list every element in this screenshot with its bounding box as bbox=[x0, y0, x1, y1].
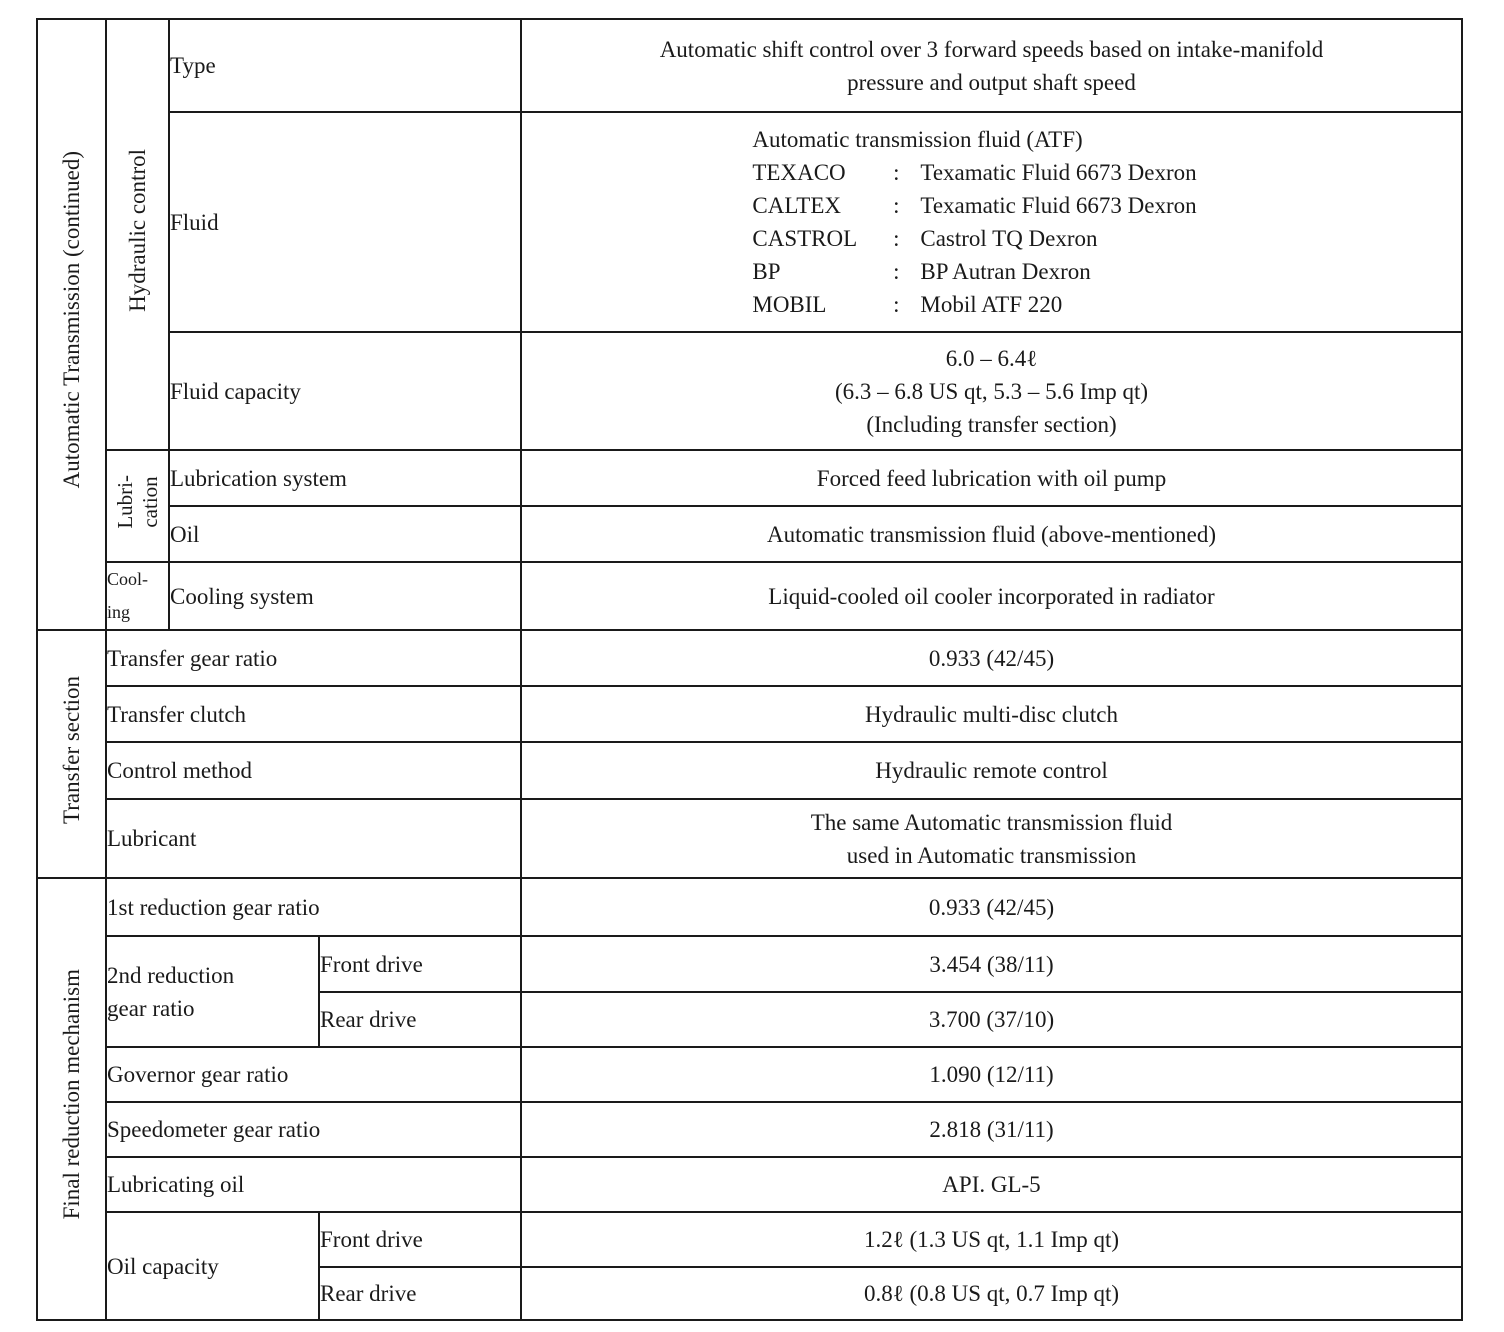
value-fluid-capacity: 6.0 – 6.4ℓ (6.3 – 6.8 US qt, 5.3 – 5.6 Imp qt) (Including transfer section) bbox=[521, 332, 1462, 450]
subsection-lubrication: Lubri- cation bbox=[106, 450, 169, 562]
label-oil-capacity-front: Front drive bbox=[319, 1212, 521, 1267]
label-oil-capacity: Oil capacity bbox=[106, 1212, 319, 1320]
section-automatic-transmission: Automatic Transmission (continued) bbox=[37, 19, 106, 630]
value-transfer-gear-ratio: 0.933 (42/45) bbox=[521, 630, 1462, 686]
row-lubricating-oil bbox=[37, 1157, 1462, 1212]
label-oil-capacity-rear: Rear drive bbox=[319, 1267, 521, 1320]
fluid-brand-row: TEXACO : Texamatic Fluid 6673 Dexron bbox=[752, 160, 1197, 185]
value-oil-capacity-rear: 0.8ℓ (0.8 US qt, 0.7 Imp qt) bbox=[521, 1267, 1462, 1320]
fluid-brand-row: CASTROL : Castrol TQ Dexron bbox=[752, 226, 1098, 251]
subsection-hydraulic-control: Hydraulic control bbox=[106, 19, 169, 450]
label-lubricant: Lubricant bbox=[106, 799, 521, 878]
row-fluid-capacity bbox=[37, 332, 1462, 450]
value-type: Automatic shift control over 3 forward speeds based on intake-manifold pressure and output shaft speed bbox=[521, 19, 1462, 112]
value-oil-capacity-front: 1.2ℓ (1.3 US qt, 1.1 Imp qt) bbox=[521, 1212, 1462, 1267]
value-transfer-clutch: Hydraulic multi-disc clutch bbox=[521, 686, 1462, 742]
label-cooling-system: Cooling system bbox=[169, 562, 521, 630]
value-second-reduction-rear: 3.700 (37/10) bbox=[521, 992, 1462, 1047]
row-fluid bbox=[37, 112, 1462, 332]
label-lubricating-oil: Lubricating oil bbox=[106, 1157, 521, 1212]
label-transfer-clutch: Transfer clutch bbox=[106, 686, 521, 742]
fluid-brand-row: MOBIL : Mobil ATF 220 bbox=[752, 292, 1063, 317]
label-first-reduction: 1st reduction gear ratio bbox=[106, 878, 521, 936]
label-speedometer: Speedometer gear ratio bbox=[106, 1102, 521, 1157]
section-final-reduction: Final reduction mechanism bbox=[37, 878, 106, 1320]
label-second-reduction-front: Front drive bbox=[319, 936, 521, 992]
row-oil bbox=[37, 506, 1462, 562]
label-governor: Governor gear ratio bbox=[106, 1047, 521, 1102]
row-governor bbox=[37, 1047, 1462, 1102]
label-control-method: Control method bbox=[106, 742, 521, 799]
label-oil: Oil bbox=[169, 506, 521, 562]
row-first-reduction bbox=[37, 878, 1462, 936]
row-control-method bbox=[37, 742, 1462, 799]
label-fluid: Fluid bbox=[169, 112, 521, 332]
value-lubricant: The same Automatic transmission fluid used in Automatic transmission bbox=[521, 799, 1462, 878]
row-type bbox=[37, 19, 1462, 112]
value-second-reduction-front: 3.454 (38/11) bbox=[521, 936, 1462, 992]
section-transfer: Transfer section bbox=[37, 630, 106, 878]
row-cooling-system bbox=[37, 562, 1462, 630]
fluid-brand-row: CALTEX : Texamatic Fluid 6673 Dexron bbox=[752, 193, 1197, 218]
row-lubrication-system bbox=[37, 450, 1462, 506]
value-lubricating-oil: API. GL-5 bbox=[521, 1157, 1462, 1212]
row-oil-capacity-front bbox=[37, 1212, 1462, 1267]
fluid-brand-row: BP : BP Autran Dexron bbox=[752, 259, 1091, 284]
value-speedometer: 2.818 (31/11) bbox=[521, 1102, 1462, 1157]
value-control-method: Hydraulic remote control bbox=[521, 742, 1462, 799]
row-speedometer bbox=[37, 1102, 1462, 1157]
spec-table bbox=[36, 18, 1463, 1321]
label-second-reduction: 2nd reduction gear ratio bbox=[106, 936, 319, 1047]
value-cooling-system: Liquid-cooled oil cooler incorporated in radiator bbox=[521, 562, 1462, 630]
row-second-reduction-front bbox=[37, 936, 1462, 992]
label-type: Type bbox=[169, 19, 521, 112]
row-lubricant bbox=[37, 799, 1462, 878]
value-oil: Automatic transmission fluid (above-mentioned) bbox=[521, 506, 1462, 562]
label-fluid-capacity: Fluid capacity bbox=[169, 332, 521, 450]
row-transfer-clutch bbox=[37, 686, 1462, 742]
label-transfer-gear-ratio: Transfer gear ratio bbox=[106, 630, 521, 686]
row-transfer-gear-ratio bbox=[37, 630, 1462, 686]
fluid-heading: Automatic transmission fluid (ATF) bbox=[752, 127, 1083, 152]
value-fluid bbox=[521, 112, 1462, 332]
label-lubrication-system: Lubrication system bbox=[169, 450, 521, 506]
value-first-reduction: 0.933 (42/45) bbox=[521, 878, 1462, 936]
subsection-cooling: Cool- ing bbox=[106, 562, 169, 630]
value-governor: 1.090 (12/11) bbox=[521, 1047, 1462, 1102]
value-lubrication-system: Forced feed lubrication with oil pump bbox=[521, 450, 1462, 506]
label-second-reduction-rear: Rear drive bbox=[319, 992, 521, 1047]
